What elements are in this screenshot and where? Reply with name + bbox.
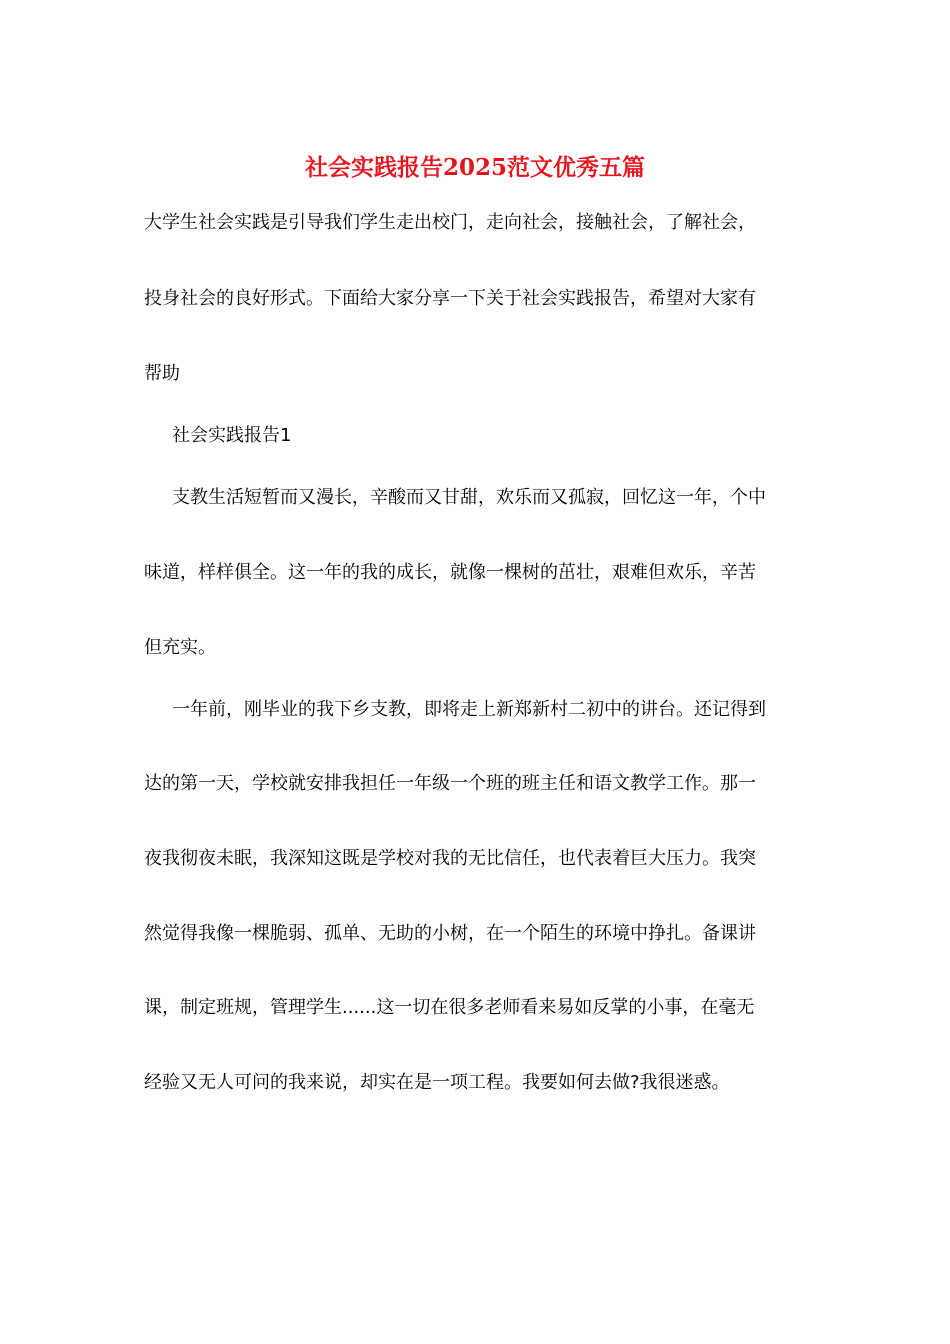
paragraph2-line-2: 达的第一天，学校就安排我担任一年级一个班的班主任和语文教学工作。那一 bbox=[144, 773, 756, 794]
intro-line-3: 帮助 bbox=[144, 363, 180, 384]
paragraph1-line-2: 味道，样样俱全。这一年的我的成长，就像一棵树的茁壮，艰难但欢乐，辛苦 bbox=[144, 562, 756, 583]
paragraph2-line-1: 一年前，刚毕业的我下乡支教，即将走上新郑新村二初中的讲台。还记得到 bbox=[172, 699, 766, 720]
intro-line-1: 大学生社会实践是引导我们学生走出校门，走向社会，接触社会，了解社会， bbox=[144, 212, 756, 233]
document-title: 社会实践报告2025范文优秀五篇 bbox=[304, 154, 645, 181]
paragraph1-line-1: 支教生活短暂而又漫长，辛酸而又甘甜，欢乐而又孤寂，回忆这一年，个中 bbox=[172, 487, 766, 508]
paragraph2-line-5: 课，制定班规，管理学生......这一切在很多老师看来易如反掌的小事，在毫无 bbox=[144, 997, 755, 1018]
paragraph2-line-3: 夜我彻夜未眠，我深知这既是学校对我的无比信任，也代表着巨大压力。我突 bbox=[144, 848, 756, 869]
paragraph1-line-3: 但充实。 bbox=[144, 637, 216, 658]
paragraph2-line-6: 经验又无人可问的我来说，却实在是一项工程。我要如何去做?我很迷惑。 bbox=[144, 1072, 730, 1093]
section-heading: 社会实践报告1 bbox=[172, 425, 292, 446]
paragraph2-line-4: 然觉得我像一棵脆弱、孤单、无助的小树，在一个陌生的环境中挣扎。备课讲 bbox=[144, 923, 756, 944]
intro-line-2: 投身社会的良好形式。下面给大家分享一下关于社会实践报告，希望对大家有 bbox=[144, 288, 756, 309]
